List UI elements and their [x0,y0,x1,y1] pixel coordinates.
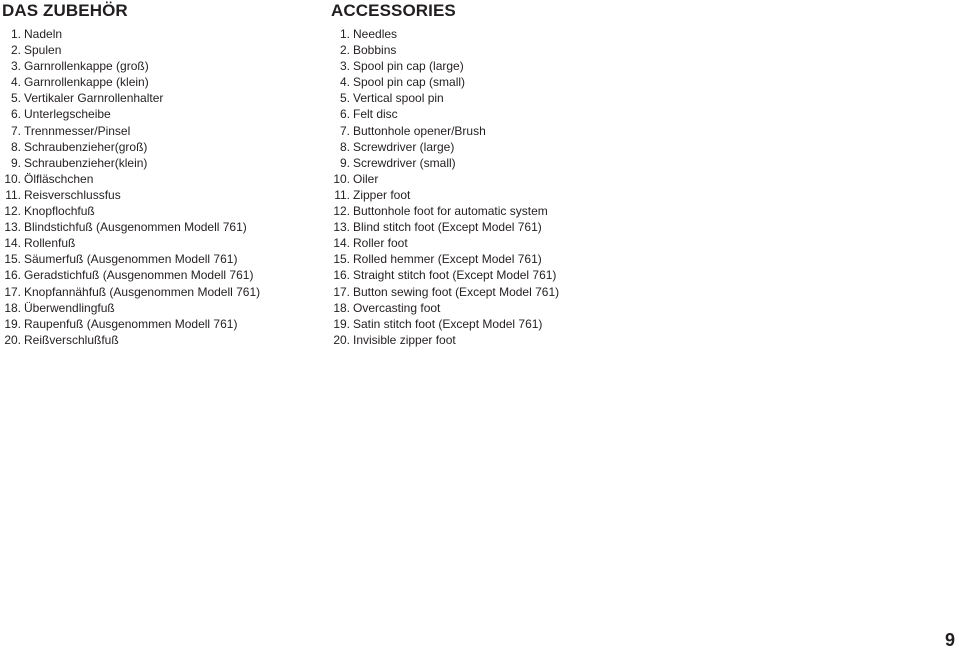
item-label: Blind stitch foot (Except Model 761) [353,220,542,235]
item-label: Needles [353,27,398,41]
item-number: 19. [333,316,350,331]
item-number: 8. [10,139,21,154]
item-label: Buttonhole opener/Brush [353,123,486,138]
item-label: Raupenfuß (Ausgenommen Modell 761) [24,316,238,331]
english-list-item [331,235,559,251]
german-list-item [2,171,260,187]
item-number: 16. [333,268,350,283]
english-list-item [331,300,559,316]
english-section-title: ACCESSORIES [331,1,456,20]
german-list-item [2,155,260,171]
item-number: 17. [333,284,350,299]
item-label: Überwendlingfuß [24,300,115,315]
english-list-item [331,332,559,348]
item-label: Rolled hemmer (Except Model 761) [353,252,542,267]
item-number: 3. [339,59,350,74]
item-label: Reißverschlußfuß [24,332,119,347]
german-list-item [2,300,260,316]
item-number: 17. [4,284,21,299]
item-number: 7. [339,123,350,138]
english-list-item [331,251,559,267]
item-label: Nadeln [24,27,63,41]
item-label: Blindstichfuß (Ausgenommen Modell 761) [24,220,247,235]
item-number: 18. [4,300,21,315]
item-number: 11. [334,187,350,202]
english-list-item [331,123,559,139]
item-label: Oiler [353,171,379,186]
item-number: 14. [333,236,350,251]
english-list-item [331,58,559,74]
item-number: 6. [10,107,21,122]
german-list-item [2,332,260,348]
english-list-item [331,155,559,171]
item-number: 20. [333,332,350,347]
item-number: 9. [339,155,350,170]
item-label: Knopflochfuß [24,204,95,219]
english-list-item [331,74,559,90]
item-label: Knopfannähfuß (Ausgenommen Modell 761) [24,284,261,299]
item-label: Roller foot [353,236,408,251]
item-label: Spulen [24,43,62,58]
item-number: 12. [333,204,350,219]
item-label: Unterlegscheibe [24,107,111,122]
page-number: 9 [944,630,955,650]
english-list-item [331,139,559,155]
item-label: Reisverschlussfus [24,187,121,202]
item-number: 18. [333,300,350,315]
item-number: 13. [4,220,21,235]
item-label: Spool pin cap (large) [353,59,464,74]
item-label: Garnrollenkappe (klein) [24,75,149,90]
german-list-item [2,187,260,203]
german-list-item [2,284,260,300]
item-number: 15. [333,252,350,267]
item-label: Rollenfuß [24,236,76,251]
german-list-item [2,106,260,122]
item-label: Satin stitch foot (Except Model 761) [353,316,543,331]
german-list-item [2,235,260,251]
item-label: Bobbins [353,43,397,58]
item-number: 10. [333,171,350,186]
item-label: Felt disc [353,107,398,122]
english-list-item [331,187,559,203]
item-number: 20. [4,332,21,347]
item-number: 4. [339,75,350,90]
english-list-item [331,171,559,187]
german-list-item [2,58,260,74]
item-number: 6. [339,107,350,122]
item-label: Säumerfuß (Ausgenommen Modell 761) [24,252,238,267]
german-accessories-section [2,0,260,348]
item-number: 5. [339,91,350,106]
item-label: Garnrollenkappe (groß) [24,59,149,74]
item-number: 16. [4,268,21,283]
item-label: Spool pin cap (small) [353,75,466,90]
german-section-title: DAS ZUBEHÖR [2,1,128,20]
item-number: 13. [333,220,350,235]
item-number: 12. [4,204,21,219]
english-accessories-list [331,26,559,348]
german-list-item [2,42,260,58]
german-list-item [2,316,260,332]
english-list-item [331,106,559,122]
item-label: Zipper foot [353,187,411,202]
german-list-item [2,251,260,267]
german-list-item [2,26,260,42]
item-label: Schraubenzieher(klein) [24,155,148,170]
german-list-item [2,90,260,106]
german-list-item [2,139,260,155]
item-number: 7. [10,123,21,138]
item-label: Vertical spool pin [353,91,444,106]
item-number: 1. [10,27,21,41]
item-number: 1. [339,27,350,41]
english-list-item [331,219,559,235]
english-list-item [331,284,559,300]
german-accessories-list [2,26,260,348]
item-number: 9. [10,155,21,170]
item-label: Screwdriver (large) [353,139,455,154]
german-list-item [2,123,260,139]
item-number: 11. [5,187,21,202]
item-number: 8. [339,139,350,154]
item-label: Overcasting foot [353,300,441,315]
item-label: Ölfläschchen [24,171,94,186]
item-label: Trennmesser/Pinsel [24,123,131,138]
german-list-item [2,74,260,90]
item-label: Straight stitch foot (Except Model 761) [353,268,557,283]
item-number: 14. [4,236,21,251]
english-list-item [331,316,559,332]
german-list-item [2,219,260,235]
item-number: 3. [10,59,21,74]
item-label: Geradstichfuß (Ausgenommen Modell 761) [24,268,254,283]
item-label: Screwdriver (small) [353,155,456,170]
item-number: 15. [4,252,21,267]
item-number: 10. [4,171,21,186]
item-label: Schraubenzieher(groß) [24,139,148,154]
item-number: 19. [4,316,21,331]
item-label: Vertikaler Garnrollenhalter [24,91,164,106]
german-list-item [2,203,260,219]
item-number: 4. [10,75,21,90]
english-list-item [331,267,559,283]
item-label: Button sewing foot (Except Model 761) [353,284,560,299]
item-number: 2. [339,43,350,58]
english-accessories-section [331,0,559,348]
german-list-item [2,267,260,283]
english-list-item [331,26,559,42]
english-list-item [331,42,559,58]
item-number: 5. [10,91,21,106]
english-list-item [331,90,559,106]
item-label: Invisible zipper foot [353,332,456,347]
english-list-item [331,203,559,219]
item-number: 2. [10,43,21,58]
item-label: Buttonhole foot for automatic system [353,204,548,219]
